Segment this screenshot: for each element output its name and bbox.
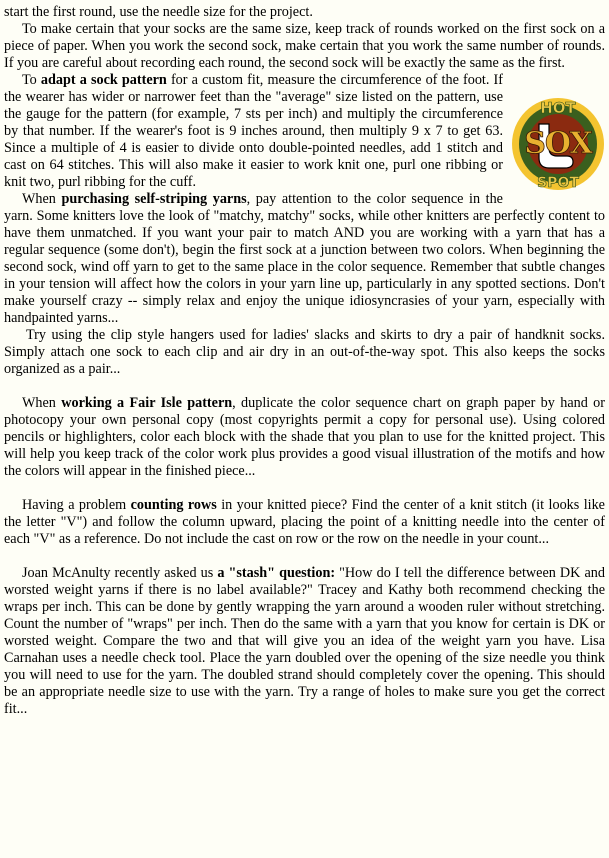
- hot-sox-spot-logo: [509, 90, 607, 198]
- text-run: When: [22, 395, 62, 411]
- paragraph-clip-hangers: [4, 327, 605, 378]
- text-run: When: [22, 191, 62, 207]
- bold-term: adapt a sock pattern: [40, 72, 167, 88]
- paragraph-stash-question: [4, 565, 605, 718]
- text-run: in your knitted piece? Find the center of a knit stitch (it looks like the letter "V") and follow the column upward, placing the point of a knitting needle into the center of each "V" as a reference. Do not include the cast on row or the row on the needle in your count...: [4, 497, 605, 547]
- bold-term: a "stash" question:: [217, 565, 336, 581]
- bold-term: working a Fair Isle pattern: [61, 395, 233, 411]
- logo-bottom-text: SPOT: [537, 175, 579, 191]
- text-run: To make certain that your socks are the same size, keep track of rounds worked on the first sock on a piece of paper. When you work the second sock, make certain that you work the same number of rounds. If you are careful about recording each round, the second sock will be exactly the same as the first.: [4, 21, 605, 71]
- text-run: Having a problem: [22, 497, 131, 513]
- text-run: Try using the clip style hangers used for ladies' slacks and skirts to dry a pair of handknit socks. Simply attach one sock to each clip and air dry in an out-of-the-way spot. This also keeps the socks organized as a pair...: [4, 327, 605, 377]
- text-run: "How do I tell the difference between DK and worsted weight yarns if there is no label available?" Tracey and Kathy both recommend checking the wraps per inch. This can be done by gently wrapping the yarn around a wooden ruler without stretching. Count the number of "wraps" per inch. Then do the same with a yarn that you know for certain is DK or worsted weight. Compare the two and that will give you an idea of the weight yarn you have. Lisa Carnahan uses a needle check tool. Place the yarn doubled over the opening of the size needle you think you will need to use for the yarn. The doubled strand should completely cover the opening. This should be an appropriate needle size to use with the yarn. Try a range of holes to make sure you get the correct fit...: [4, 565, 605, 717]
- logo-middle-text: SOX: [524, 126, 592, 161]
- bold-term: counting rows: [130, 497, 217, 513]
- text-run: , duplicate the color sequence chart on graph paper by hand or photocopy your own personal copy (most copyrights permit a copy for personal use). Using colored pencils or highlighters, color each block with the shade that you plan to use for the knitted project. This will help you keep track of the color work plus provides a good visual illustration of the motifs and how the colors will appear in the finished piece...: [4, 395, 605, 479]
- text-run: Joan McAnulty recently asked us: [22, 565, 218, 581]
- text-run: start the first round, use the needle size for the project.: [4, 4, 313, 20]
- paragraph-counting-rows: [4, 497, 605, 548]
- text-run: To: [22, 72, 41, 88]
- paragraph-adapt-pattern: [4, 72, 605, 191]
- paragraph-fair-isle: [4, 395, 605, 480]
- paragraph-intro: [4, 4, 605, 21]
- text-run: for a custom fit, measure the circumference of the foot. If the wearer has wider or narrower feet than the "average" size listed on the pattern, use the gauge for the pattern (for example, 7 sts per inch) and multiply the circumference by that number. If the wearer's foot is 9 inches around, then multiply 9 x 7 to get 63. Since a multiple of 4 is easier to divide onto double-pointed needles, add 1 stitch and cast on 64 stitches. This will also make it easier to work knit one, purl one ribbing or knit two, purl ribbing for the cuff.: [4, 72, 503, 190]
- text-run: , pay attention to the color sequence in the yarn. Some knitters love the look of "matchy, matchy" socks, while other knitters are perfectly content to have them unmatched. If you want your pair to match AND you are working with a yarn that has a regular sequence (some don't), begin the first sock at a junction between two colors. When beginning the second sock, wind off yarn to get to the same place in the color sequence. Remember that subtle changes in your tension will affect how the colors in your yarn line up, particularly in any spotted sections. Don't make yourself crazy -- simply relax and enjoy the unique idiosyncrasies of your yarn, especially with handpainted yarns...: [4, 191, 605, 326]
- bold-term: purchasing self-striping yarns: [61, 191, 247, 207]
- paragraph-self-striping: [4, 191, 605, 327]
- paragraph-track-rounds: [4, 21, 605, 72]
- logo-top-text: HOT: [540, 99, 576, 117]
